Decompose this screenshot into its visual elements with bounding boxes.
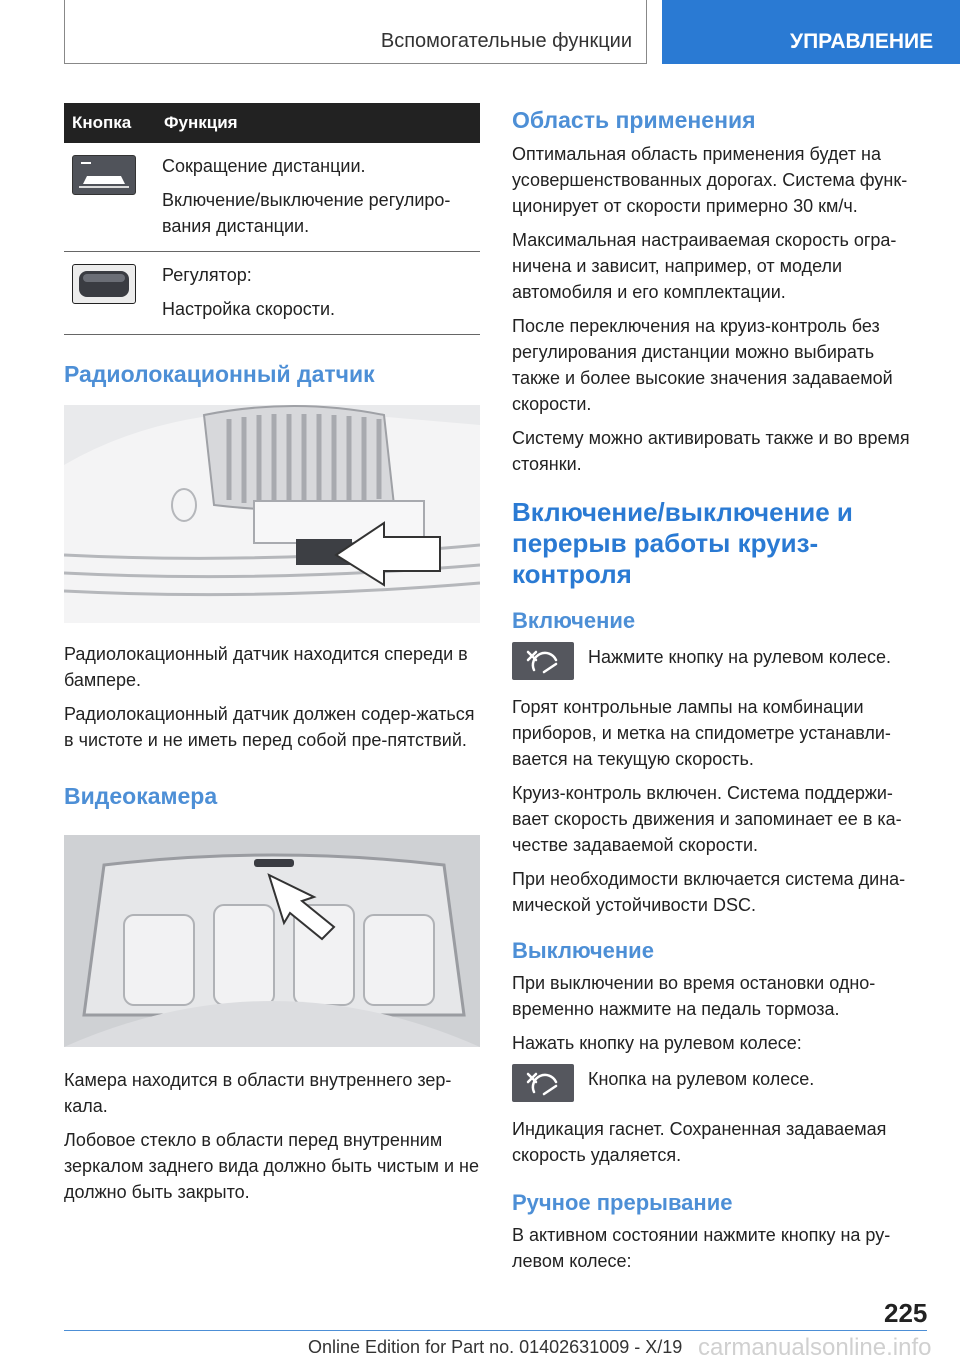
watermark: carmanualsonline.info [698,1334,932,1361]
table-header-function: Функция [162,103,480,143]
camera-text-2: Лобовое стекло в области перед внутренним зеркалом заднего вида должно быть чистым и не должно быть закрыто. [64,1130,479,1202]
switch-off-text-1: При выключении во время остановки одно-временно нажмите на педаль тормоза. [512,973,876,1019]
function-table [64,103,480,335]
table-cell-text: Включение/выключение регулиро-вания дистанции. [162,190,451,236]
table-row [64,252,480,335]
camera-illustration [64,835,480,1047]
page-number: 225 [884,1298,928,1328]
switch-on-instruction [512,642,927,680]
manual-interrupt-heading: Ручное прерывание [512,1190,733,1215]
header-chapter-title: УПРАВЛЕНИЕ [790,30,934,53]
table-header-button: Кнопка [64,103,162,143]
rocker-switch-icon [72,264,136,304]
camera-heading: Видеокамера [64,783,218,809]
area-heading: Область применения [512,107,756,133]
header-section-title: Вспомогательные функции [380,30,632,52]
area-text-1: Оптимальная область применения будет на усовершенствованных дорогах. Система функ-ционирует от скорости примерно 30 км/ч. [512,144,908,216]
switch-off-icon-text: Кнопка на рулевом колесе. [588,1069,815,1089]
distance-reduce-icon [72,155,136,195]
area-text-2: Максимальная настраиваемая скорость огра-ничена и зависит, например, от модели автомобиля и его комплектации. [512,230,897,302]
right-column [512,103,927,1282]
table-cell-text: Регулятор: [162,265,252,285]
switch-on-icon-text: Нажмите кнопку на рулевом колесе. [588,647,892,667]
area-text-3: После переключения на круиз-контроль без регулирования дистанции можно выбирать также и более высокие значения задаваемой скорости. [512,316,893,414]
table-row [64,143,480,252]
radar-text-1: Радиолокационный датчик находится спереди в бампере. [64,644,468,690]
cruise-control-button-icon [512,642,574,680]
left-column [64,103,480,1213]
switch-on-text-3: При необходимости включается система дина-мической устойчивости DSC. [512,869,906,915]
area-text-4: Систему можно активировать также и во время стоянки. [512,428,910,474]
switch-off-text-2: Нажать кнопку на рулевом колесе: [512,1033,802,1053]
switch-on-text-2: Круиз-контроль включен. Система поддержи-вает скорость движения и запоминает ее в ка-честве задаваемой скорости. [512,783,902,855]
radar-text-2: Радиолокационный датчик должен содер-жаться в чистоте и не иметь перед собой пре-пятствий. [64,704,475,750]
radar-sensor-illustration [64,405,480,623]
switch-on-text-1: Горят контрольные лампы на комбинации приборов, и метка на спидометре устанавли-вается на текущую скорость. [512,697,891,769]
switch-off-text-3: Индикация гаснет. Сохраненная задаваемая скорость удаляется. [512,1119,887,1165]
header-left-box [64,0,647,64]
switch-on-heading: Включение [512,608,636,633]
footer-edition: Online Edition for Part no. 01402631009 - X/19 [308,1337,683,1357]
table-cell-text: Настройка скорости. [162,299,336,319]
footer-divider [64,1330,927,1331]
table-cell-text: Сокращение дистанции. [162,156,366,176]
header-chapter-tab [662,0,960,64]
switch-off-heading: Выключение [512,938,654,963]
radar-sensor-heading: Радиолокационный датчик [64,361,375,387]
manual-interrupt-text: В активном состоянии нажмите кнопку на ру-левом колесе: [512,1225,891,1271]
cruise-control-button-icon [512,1064,574,1102]
table-header-row [64,103,480,143]
onoff-heading: Включение/выключение и перерыв работы круиз-контроля [512,497,853,589]
switch-off-instruction [512,1064,927,1102]
camera-text-1: Камера находится в области внутреннего зер-кала. [64,1070,452,1116]
